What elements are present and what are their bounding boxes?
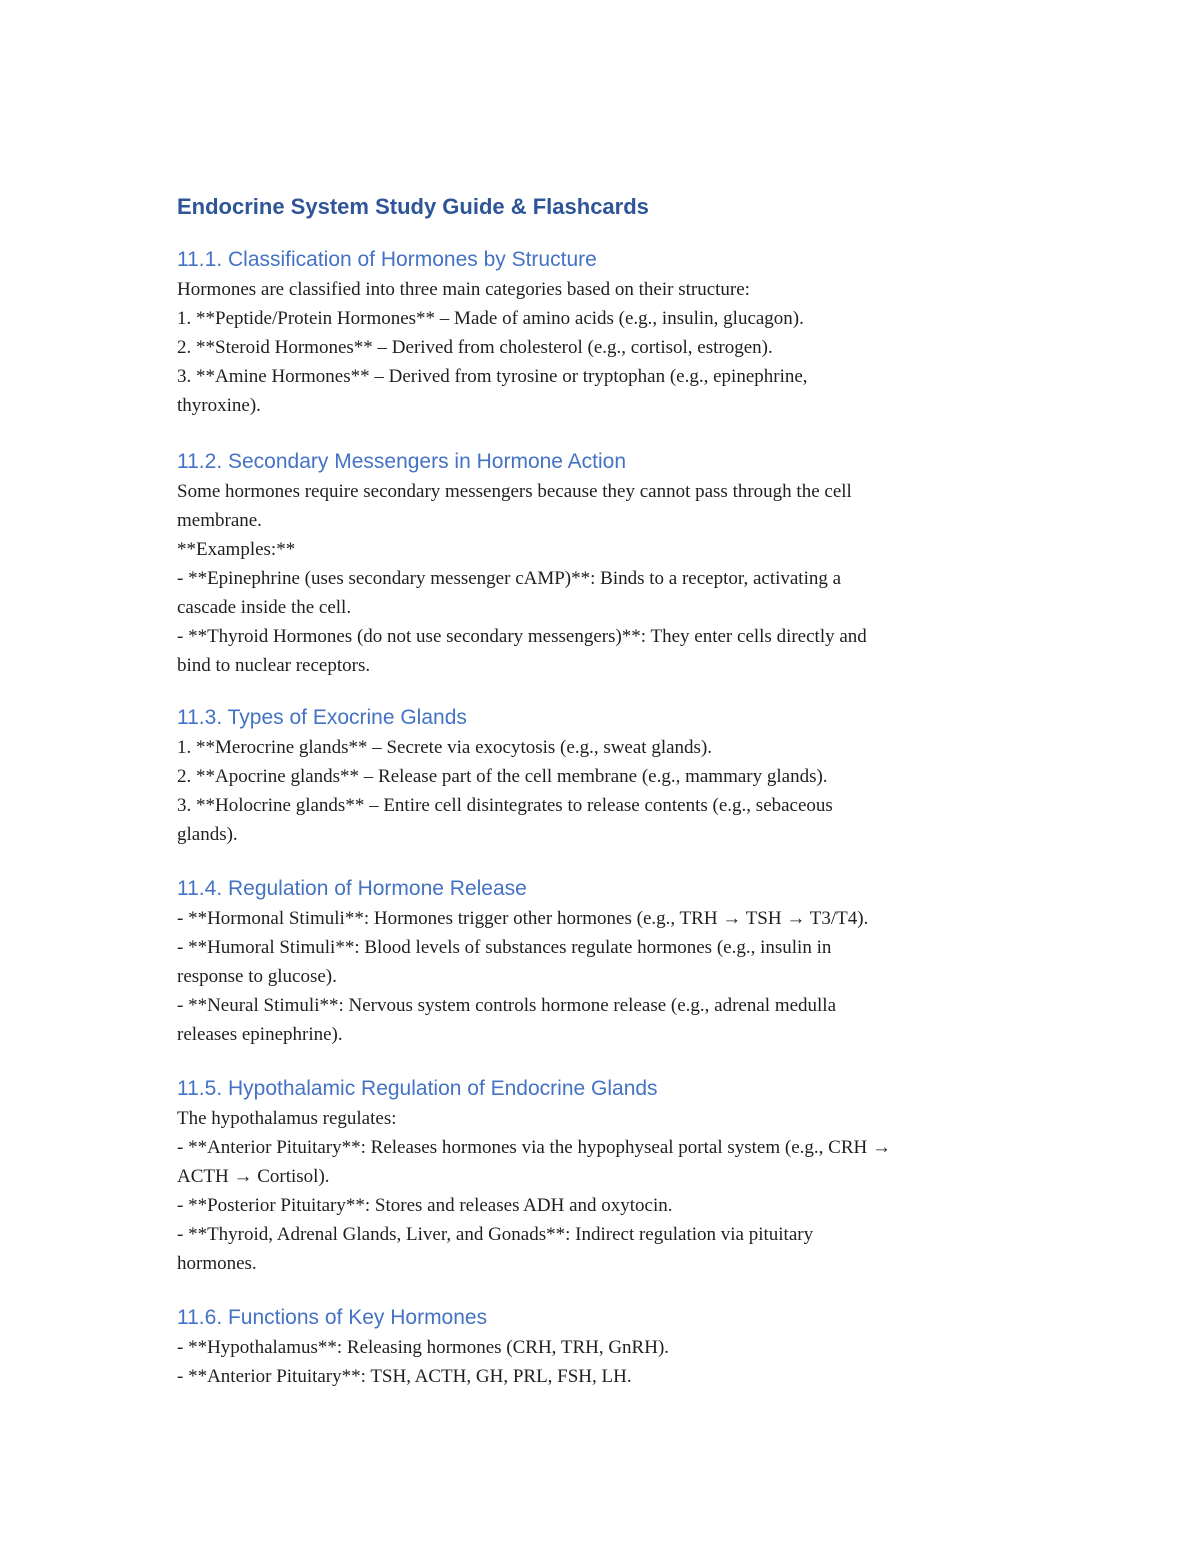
section-line: - **Hypothalamus**: Releasing hormones (CRH, TRH, GnRH).	[177, 1337, 670, 1358]
section-line: - **Neural Stimuli**: Nervous system controls hormone release (e.g., adrenal medulla	[177, 995, 837, 1016]
section-line: ACTH → Cortisol).	[177, 1166, 330, 1187]
section-line: - **Thyroid Hormones (do not use secondary messengers)**: They enter cells directly and	[177, 626, 867, 647]
section-line: hormones.	[177, 1253, 257, 1274]
section-secondary-messengers	[177, 447, 1037, 680]
section-line: 2. **Apocrine glands** – Release part of the cell membrane (e.g., mammary glands).	[177, 766, 828, 787]
section-line: membrane.	[177, 510, 262, 531]
section-line: 2. **Steroid Hormones** – Derived from cholesterol (e.g., cortisol, estrogen).	[177, 337, 773, 358]
section-line: - **Anterior Pituitary**: Releases hormones via the hypophyseal portal system (e.g., CRH →	[177, 1137, 891, 1158]
section-line: 3. **Holocrine glands** – Entire cell disintegrates to release contents (e.g., sebaceous	[177, 795, 833, 816]
section-line: - **Humoral Stimuli**: Blood levels of substances regulate hormones (e.g., insulin in	[177, 937, 832, 958]
section-line: glands).	[177, 824, 238, 845]
section-heading: 11.2. Secondary Messengers in Hormone Action	[177, 450, 627, 473]
section-heading: 11.3. Types of Exocrine Glands	[177, 706, 467, 729]
section-line: releases epinephrine).	[177, 1024, 343, 1045]
document-title: Endocrine System Study Guide & Flashcards	[177, 194, 649, 219]
section-hypothalamic-regulation	[177, 1074, 1037, 1278]
section-classification	[177, 245, 1037, 420]
section-hormone-release	[177, 874, 1037, 1049]
section-key-hormones	[177, 1303, 1037, 1391]
section-line: The hypothalamus regulates:	[177, 1108, 397, 1129]
section-line: response to glucose).	[177, 966, 337, 987]
section-line: Hormones are classified into three main categories based on their structure:	[177, 279, 750, 300]
section-line: - **Epinephrine (uses secondary messenger cAMP)**: Binds to a receptor, activating a	[177, 568, 842, 589]
section-line: 3. **Amine Hormones** – Derived from tyrosine or tryptophan (e.g., epinephrine,	[177, 366, 808, 387]
section-heading: 11.5. Hypothalamic Regulation of Endocrine Glands	[177, 1077, 658, 1100]
section-line: Some hormones require secondary messengers because they cannot pass through the cell	[177, 481, 852, 502]
section-line: - **Thyroid, Adrenal Glands, Liver, and Gonads**: Indirect regulation via pituitary	[177, 1224, 814, 1245]
section-line: 1. **Peptide/Protein Hormones** – Made of amino acids (e.g., insulin, glucagon).	[177, 308, 804, 329]
section-line: bind to nuclear receptors.	[177, 655, 371, 676]
section-line: thyroxine).	[177, 395, 261, 416]
section-line: - **Posterior Pituitary**: Stores and releases ADH and oxytocin.	[177, 1195, 673, 1216]
document-content	[177, 191, 1037, 1391]
section-line: cascade inside the cell.	[177, 597, 352, 618]
section-line: - **Hormonal Stimuli**: Hormones trigger other hormones (e.g., TRH → TSH → T3/T4).	[177, 908, 869, 929]
section-exocrine-glands	[177, 703, 1037, 849]
section-line: 1. **Merocrine glands** – Secrete via exocytosis (e.g., sweat glands).	[177, 737, 713, 758]
section-line: **Examples:**	[177, 539, 296, 560]
section-heading: 11.4. Regulation of Hormone Release	[177, 877, 527, 900]
section-line: - **Anterior Pituitary**: TSH, ACTH, GH, PRL, FSH, LH.	[177, 1366, 632, 1387]
section-heading: 11.1. Classification of Hormones by Structure	[177, 248, 597, 271]
section-heading: 11.6. Functions of Key Hormones	[177, 1306, 488, 1329]
